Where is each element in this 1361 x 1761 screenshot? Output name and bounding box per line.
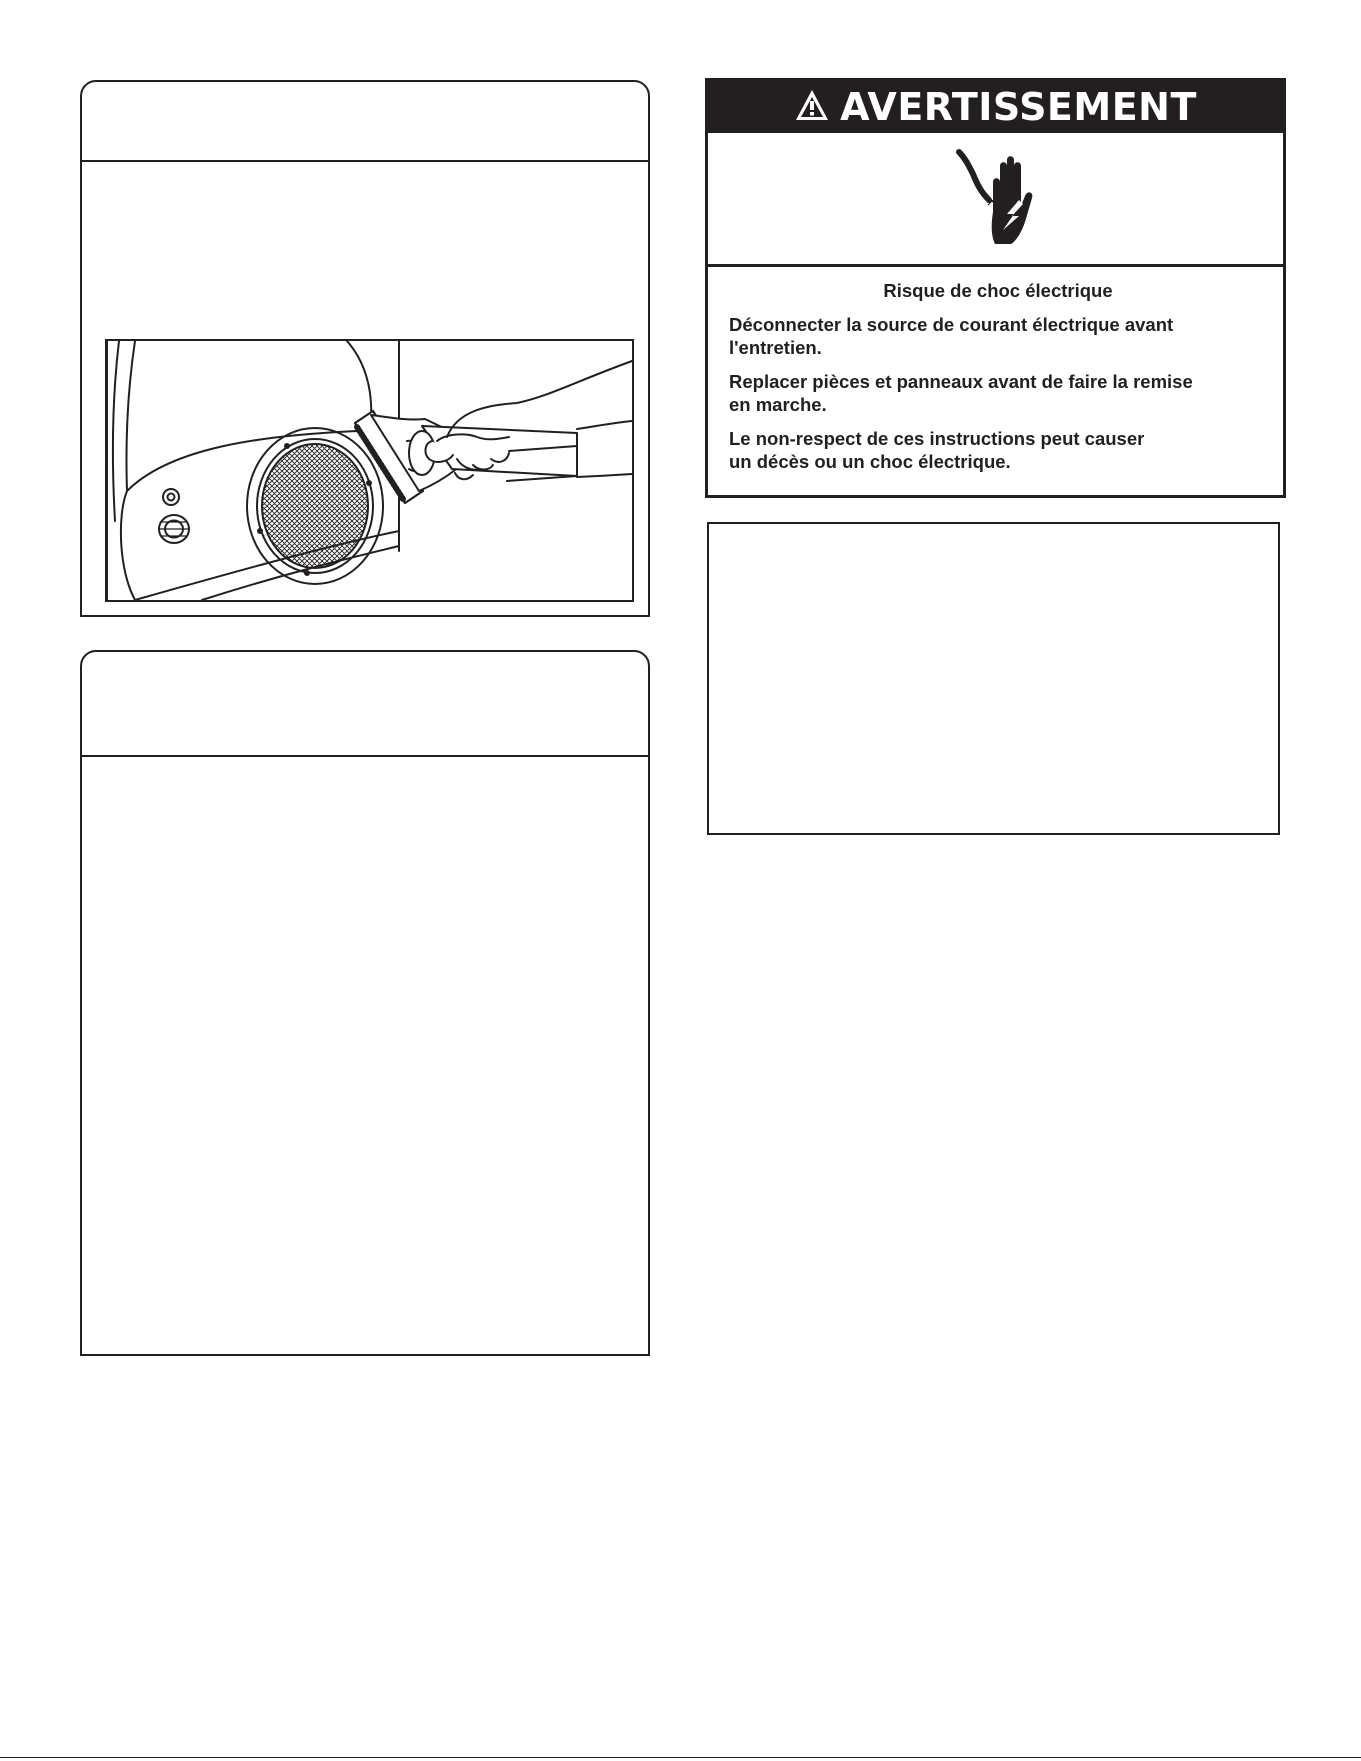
content-box-right — [707, 522, 1280, 835]
alert-triangle-icon — [794, 88, 830, 127]
warning-box — [705, 78, 1286, 498]
warning-icon-band — [708, 133, 1283, 267]
warning-header — [708, 81, 1283, 133]
page-bottom-rule — [0, 1757, 1361, 1758]
section-panel-top-header — [82, 82, 648, 162]
warning-text — [729, 279, 1267, 484]
section-panel-bottom-header — [82, 652, 648, 757]
warning-line-replace-parts: Replacer pièces et panneaux avant de faire la remise en marche. — [729, 371, 1193, 415]
section-panel-top — [80, 80, 650, 617]
vacuum-dryer-vent-illustration — [105, 339, 634, 602]
hazard-title: Risque de choc électrique — [883, 280, 1113, 301]
section-panel-bottom — [80, 650, 650, 1356]
electric-shock-hand-icon — [951, 144, 1041, 254]
warning-line-disconnect: Déconnecter la source de courant électrique avant l'entretien. — [729, 314, 1174, 358]
warning-line-consequence: Le non-respect de ces instructions peut causer un décès ou un choc électrique. — [729, 428, 1145, 472]
warning-title: AVERTISSEMENT — [840, 85, 1197, 129]
